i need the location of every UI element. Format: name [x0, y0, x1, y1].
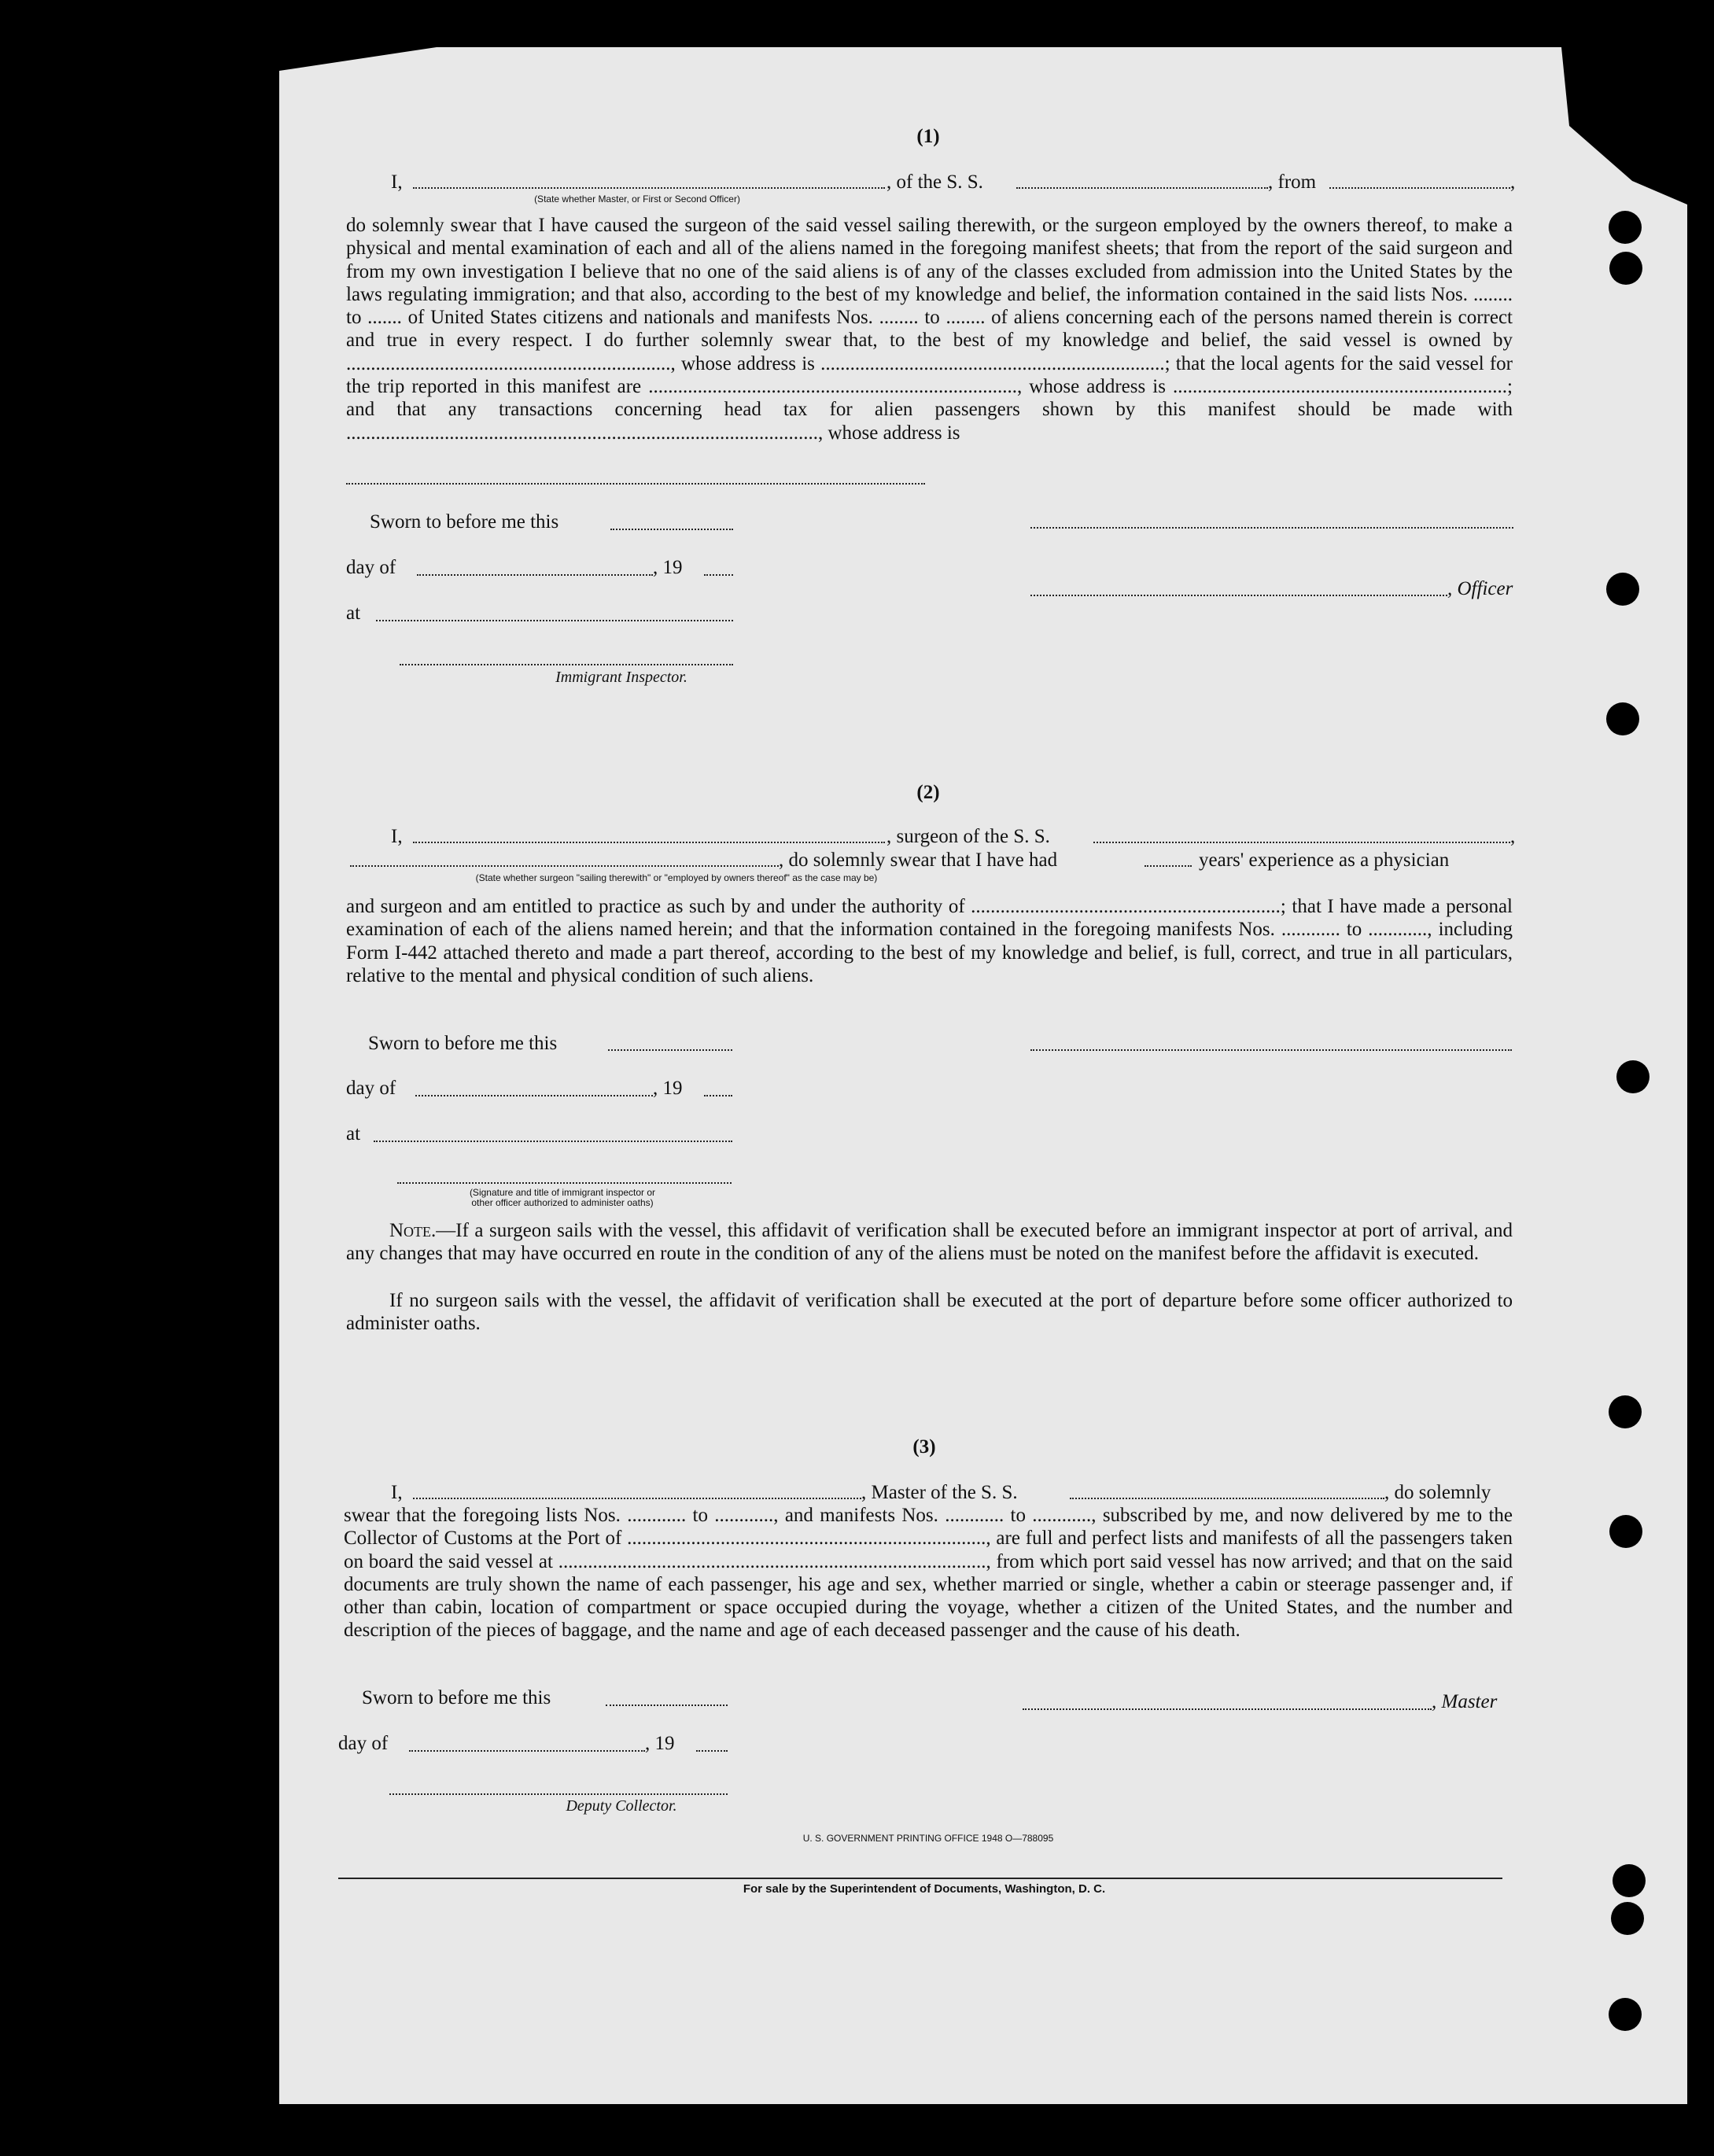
- at-label: at: [346, 1123, 361, 1144]
- affidavit-paragraph: do solemnly swear that I have caused the surgeon of the said vessel sailing therewith, or the surgeon employed by the owners thereof, to make a physical and mental examination of each and all of the aliens named in the foregoing manifest sheets; that from the report of the said surgeon and from my own investigation I believe that no one of the said aliens is of any of the classes excluded from admission into the United States by the laws regulating immigration; and that also, according to the best of my knowledge and belief, the information contained in the said lists Nos. ........ to ....... of United States citizens and nationals and manifests Nos. ........ to ........ of aliens concerning each of the persons named therein is correct and true in every respect. I do further solemnly swear that, to the best of my knowledge and belief, the said vessel is owned by .................................................................., whose address is ......................................................................; that the local agents for the said vessel for the trip reported in this manifest are ..........................................................................., whose address is ....................................................................; and that any transactions concerning head tax for alien passengers shown by this manifest should be made with ................................................................................................, whose address is: [346, 215, 1513, 444]
- month-field[interactable]: [409, 1750, 645, 1752]
- binder-hole: [1616, 1060, 1649, 1093]
- binder-hole: [1609, 1395, 1642, 1428]
- field-caption: (State whether surgeon "sailing therewith" or "employed by owners thereof" as the case may be): [475, 872, 878, 883]
- sworn-label: Sworn to before me this: [368, 1033, 558, 1054]
- sworn-day-field[interactable]: [606, 1705, 728, 1706]
- sworn-day-field[interactable]: [610, 529, 733, 530]
- day-of-label: day of: [346, 557, 396, 578]
- collector-signature-field[interactable]: [389, 1793, 728, 1795]
- signature-caption: [378, 1188, 747, 1208]
- master-name-field[interactable]: [413, 1498, 861, 1499]
- affidavit-paragraph: swear that the foregoing lists Nos. ............ to ............, and manifests Nos. ............ to ............, subscribed by me, and now delivered by me to the Collector of Customs at the Port of ........................................................................., are full and perfect lists and manifests of all the passengers taken on board the said vessel at ......................................................................................., from which port said vessel has now arrived; and that on the said documents are truly shown the name of each passenger, his age and sex, whether married or single, whether a cabin or steerage passenger and, if other than cabin, location of compartment or space occupied during the voyage, whether a citizen of the United States, and the number and description of the pieces of baggage, and the name and age of each deceased passenger and the cause of his death.: [344, 1505, 1513, 1642]
- field-caption: (State whether Master, or First or Second Officer): [534, 193, 740, 205]
- surgeon-type-field[interactable]: [350, 865, 779, 867]
- binder-hole: [1609, 1515, 1642, 1548]
- footer-rule: [338, 1878, 1502, 1879]
- gpo-imprint: U. S. GOVERNMENT PRINTING OFFICE 1948 O—788095: [802, 1833, 1054, 1844]
- day-of-label: day of: [338, 1733, 389, 1754]
- year-field[interactable]: [704, 574, 733, 576]
- inspector-label: Immigrant Inspector.: [555, 669, 687, 686]
- affidavit-paragraph: and surgeon and am entitled to practice as such by and under the authority of ...............................................................; that I have made a personal examination of each of the aliens named herein; and that the information contained in the foregoing manifests Nos. ............ to ............, including Form I-442 attached thereto and made a part thereof, according to the best of my knowledge and belief, is full, correct, and true in all particulars, relative to the mental and physical condition of such aliens.: [346, 896, 1513, 986]
- officer-name-field[interactable]: [413, 187, 885, 189]
- vessel-name-field[interactable]: [1070, 1498, 1384, 1499]
- note-text: —If a surgeon sails with the vessel, this affidavit of verification shall be executed before an immigrant inspector at port of arrival, and any changes that may have occurred en route in the condition of any of the aliens must be noted on the manifest before the affidavit is executed.: [346, 1220, 1513, 1265]
- line-label: I,: [391, 171, 403, 193]
- line-label: ,: [1510, 826, 1516, 847]
- inspector-signature-field[interactable]: [400, 664, 733, 665]
- year-field[interactable]: [704, 1095, 732, 1096]
- note-paragraph: [346, 1219, 1513, 1266]
- from-port-field[interactable]: [1329, 187, 1510, 189]
- at-label: at: [346, 603, 361, 624]
- binder-hole: [1606, 573, 1639, 606]
- line-label: , Master of the S. S.: [861, 1482, 1018, 1503]
- note-label: Note.: [389, 1220, 437, 1241]
- officer-label: , Officer: [1447, 578, 1513, 599]
- binder-hole: [1609, 1998, 1642, 2031]
- collector-label: Deputy Collector.: [566, 1797, 677, 1815]
- line-label: , do solemnly swear that I have had: [779, 850, 1058, 871]
- vessel-name-field[interactable]: [1016, 187, 1268, 189]
- oath-officer-signature-field[interactable]: [397, 1182, 732, 1184]
- section-number: (2): [916, 782, 940, 803]
- line-label: years' experience as a physician: [1199, 850, 1450, 871]
- line-label: ,: [1510, 171, 1516, 193]
- surgeon-signature-field[interactable]: [1030, 1049, 1512, 1051]
- sworn-label: Sworn to before me this: [362, 1687, 551, 1708]
- section-number: (3): [912, 1436, 936, 1458]
- officer-signature-field[interactable]: [1030, 595, 1447, 596]
- month-field[interactable]: [417, 574, 653, 576]
- sworn-label: Sworn to before me this: [370, 511, 559, 533]
- line-label: , from: [1268, 171, 1317, 193]
- line-label: , do solemnly: [1384, 1482, 1491, 1503]
- line-label: , of the S. S.: [886, 171, 983, 193]
- binder-hole: [1609, 211, 1642, 244]
- vessel-name-field[interactable]: [1093, 842, 1510, 843]
- month-field[interactable]: [415, 1095, 653, 1096]
- year-label: , 19: [653, 557, 683, 578]
- sale-notice: For sale by the Superintendent of Documents, Washington, D. C.: [743, 1882, 1106, 1896]
- line-label: , surgeon of the S. S.: [886, 826, 1050, 847]
- line-label: I,: [391, 1482, 403, 1503]
- at-place-field[interactable]: [374, 1141, 732, 1142]
- signature-field[interactable]: [1030, 527, 1513, 529]
- line-label: I,: [391, 826, 403, 847]
- at-place-field[interactable]: [376, 620, 733, 621]
- binder-hole: [1611, 1902, 1644, 1935]
- master-signature-field[interactable]: [1023, 1708, 1432, 1710]
- year-label: , 19: [653, 1078, 683, 1099]
- sworn-day-field[interactable]: [608, 1049, 732, 1051]
- section-number: (1): [916, 126, 940, 147]
- years-field[interactable]: [1145, 865, 1192, 867]
- address-field[interactable]: [346, 483, 925, 485]
- day-of-label: day of: [346, 1078, 396, 1099]
- binder-hole: [1613, 1864, 1646, 1897]
- signature-caption-line: (Signature and title of immigrant inspector or: [469, 1187, 656, 1198]
- surgeon-name-field[interactable]: [413, 842, 885, 843]
- signature-caption-line: other officer authorized to administer oaths): [471, 1197, 654, 1208]
- year-label: , 19: [645, 1733, 675, 1754]
- note-paragraph: If no surgeon sails with the vessel, the affidavit of verification shall be executed at the port of departure before some officer authorized to administer oaths.: [346, 1290, 1513, 1335]
- binder-hole: [1606, 702, 1639, 735]
- year-field[interactable]: [696, 1750, 728, 1752]
- binder-hole: [1609, 252, 1642, 285]
- master-label: , Master: [1432, 1691, 1498, 1712]
